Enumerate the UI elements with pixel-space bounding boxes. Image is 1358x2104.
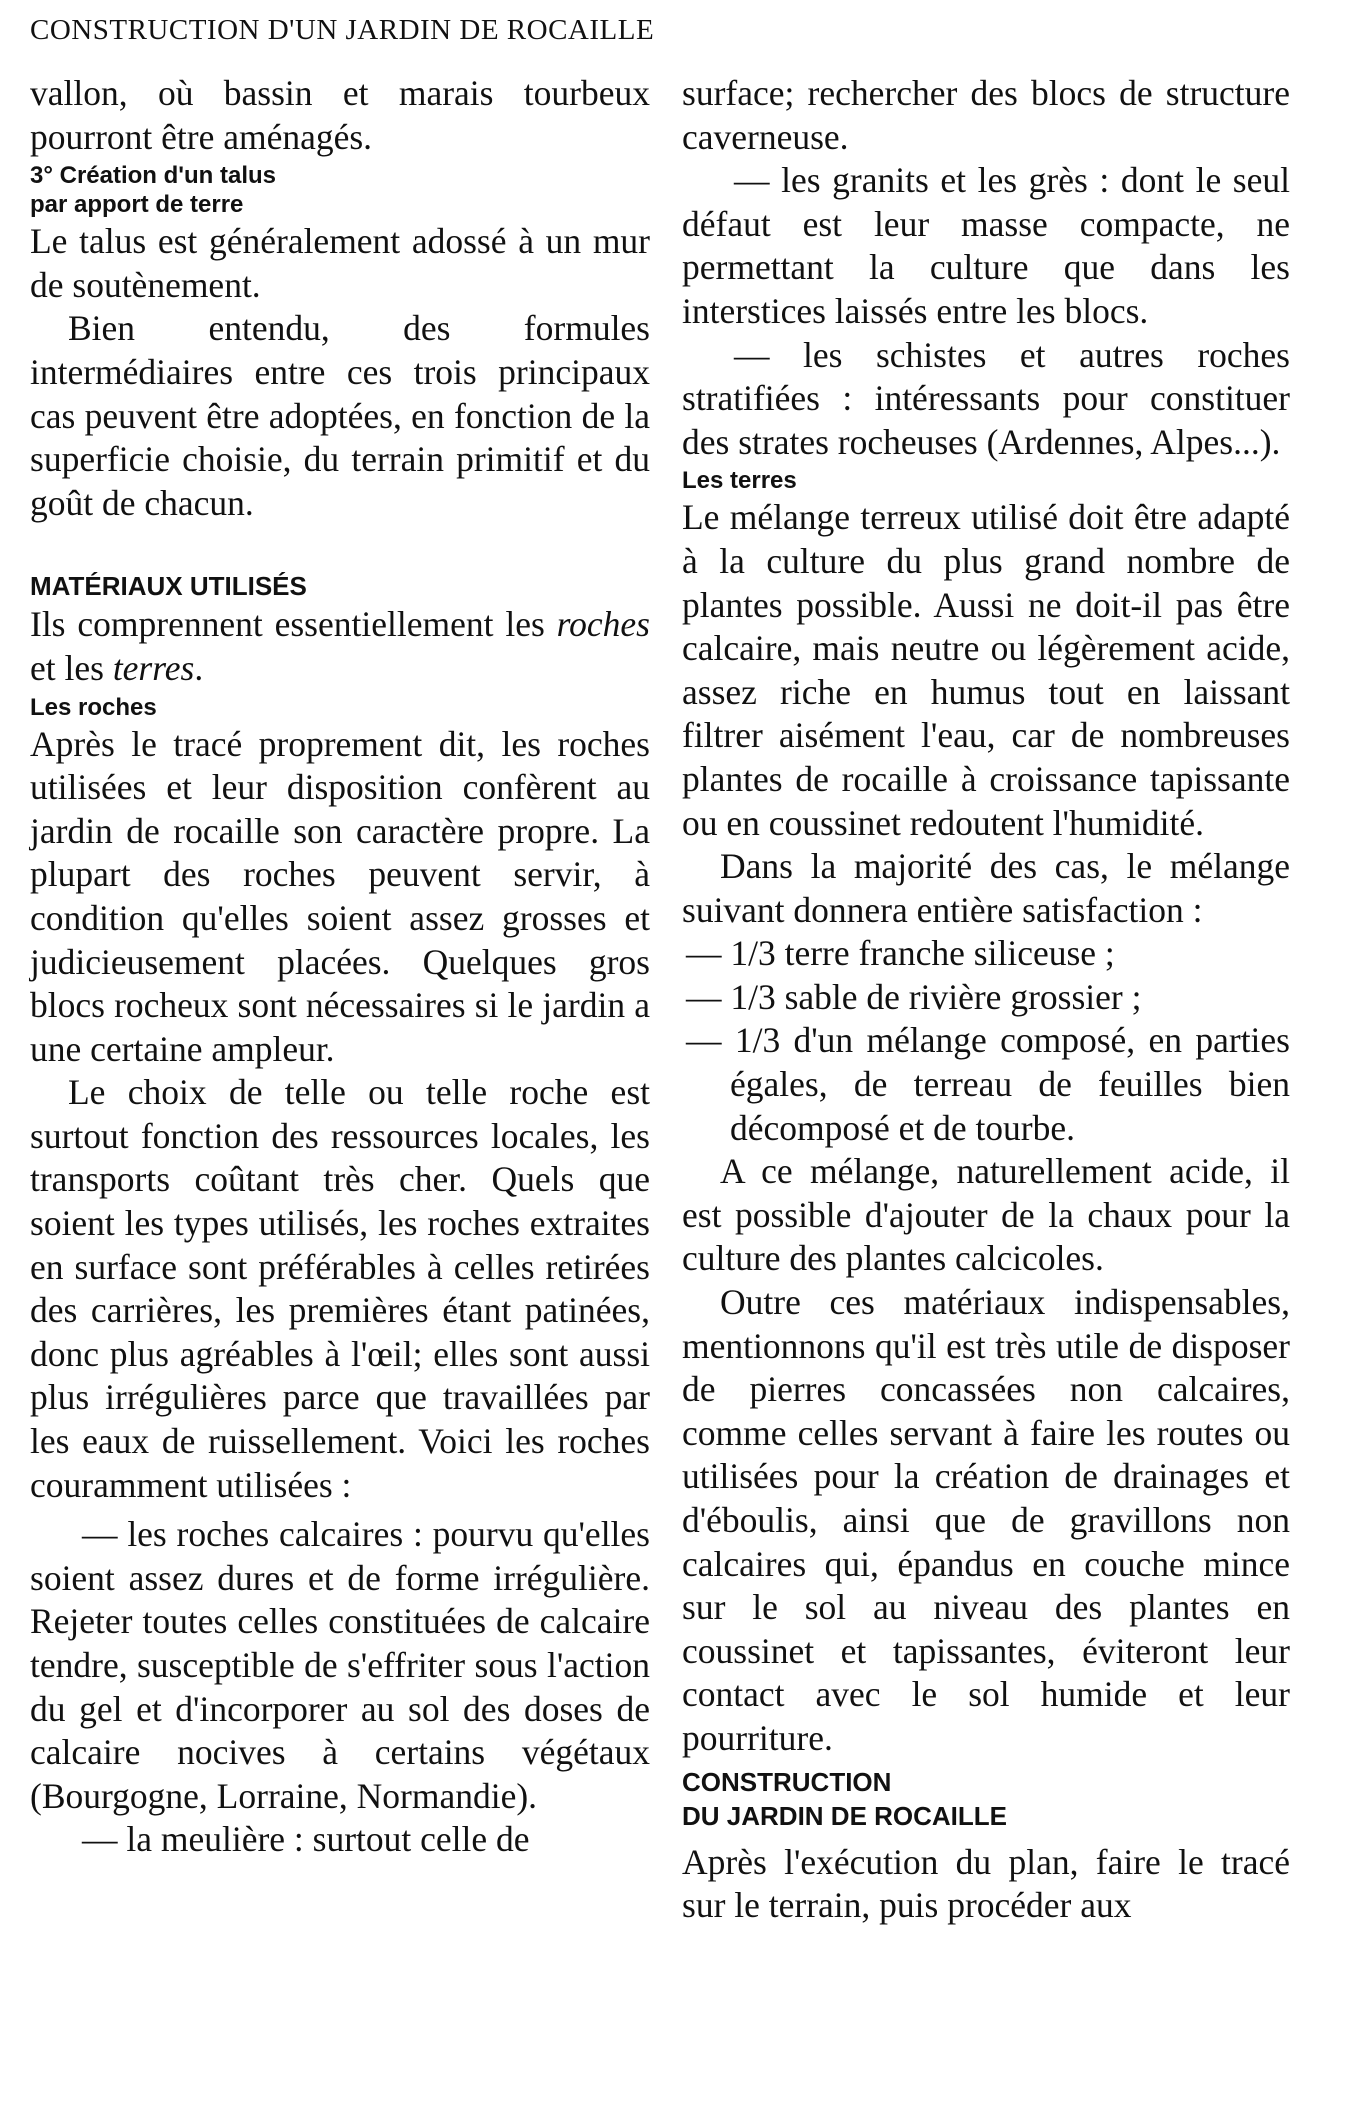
subheading-line: 3° Création d'un talus	[30, 162, 276, 190]
paragraph: A ce mélange, naturellement acide, il est possible d'ajouter de la chaux pour la culture des plantes calcicoles.	[682, 1151, 1290, 1279]
right-column	[682, 72, 1290, 1928]
italic-term: terres	[112, 647, 195, 688]
subheading-talus	[30, 161, 650, 219]
section-heading-materiaux: MATÉRIAUX UTILISÉS	[30, 571, 307, 602]
paragraph: Après l'exécution du plan, faire le tracé sur le terrain, puis procéder aux	[682, 1841, 1290, 1926]
section-heading-construction	[682, 1765, 1290, 1833]
paragraph: Bien entendu, des formules intermédiaires entre ces trois principaux cas peuvent être adoptées, en fonction de la superficie choisie, du terrain primitif et du goût de chacun.	[30, 308, 650, 523]
section-heading-line: DU JARDIN DE ROCAILLE	[682, 1800, 1008, 1831]
text-run: .	[194, 647, 204, 688]
paragraph: Après le tracé proprement dit, les roches utilisées et leur disposition confèrent au jardin de rocaille son caractère propre. La plupart des roches peuvent servir, à condition qu'elles soient assez grosses et judicieusement placées. Quelques gros blocs rocheux sont nécessaires si le jardin a une certaine ampleur.	[30, 723, 650, 1069]
list-item: — 1/3 sable de rivière grossier ;	[686, 976, 1142, 1017]
paragraph: Outre ces matériaux indispensables, mentionnons qu'il est très utile de disposer de pierres concassées non calcaires, comme celles servant à faire les routes ou utilisées pour la création de drainages et d'éboulis, ainsi que de gravillons non calcaires qui, épandus en couche mince sur le sol au niveau des plantes en coussinet et tapissantes, éviteront leur contact avec le sol humide et leur pourriture.	[682, 1282, 1290, 1758]
text-run: et les	[30, 647, 113, 688]
italic-term: roches	[556, 604, 650, 645]
paragraph: vallon, où bassin et marais tourbeux pourront être aménagés.	[30, 73, 650, 157]
paragraph	[30, 603, 650, 690]
running-head: CONSTRUCTION D'UN JARDIN DE ROCAILLE	[30, 14, 655, 46]
paragraph: Le choix de telle ou telle roche est surtout fonction des ressources locales, les transports coûtant très cher. Quels que soient les types utilisés, les roches extraites en surface sont préférables à celles retirées des carrières, les premières étant patinées, donc plus agréables à l'œil; elles sont aussi plus irrégulières parce que travaillées par les eaux de ruissellement. Voici les roches couramment utilisées :	[30, 1072, 650, 1505]
paragraph: Le mélange terreux utilisé doit être adapté à la culture du plus grand nombre de plantes possible. Aussi ne doit-il pas être calcaire, mais neutre ou légèrement acide, assez riche en humus tout en laissant filtrer aisément l'eau, car de nombreuses plantes de rocaille à croissance tapissante ou en coussinet redoutent l'humidité.	[682, 497, 1290, 843]
text-run: Ils comprennent essentiellement les	[30, 604, 557, 645]
paragraph: — les schistes et autres roches stratifiées : intéressants pour constituer des strates rocheuses (Ardennes, Alpes...).	[682, 334, 1290, 462]
list-item: — 1/3 terre franche siliceuse ;	[686, 933, 1115, 974]
left-column	[30, 72, 650, 1862]
subheading-line: par apport de terre	[30, 191, 244, 219]
paragraph: — la meulière : surtout celle de	[82, 1819, 530, 1860]
paragraph: Dans la majorité des cas, le mélange suivant donnera entière satisfaction :	[682, 846, 1290, 930]
list-item: — 1/3 d'un mélange composé, en parties égales, de terreau de feuilles bien décomposé et de tourbe.	[686, 1020, 1290, 1148]
section-heading-line: CONSTRUCTION	[682, 1766, 892, 1797]
paragraph: surface; rechercher des blocs de structure caverneuse.	[682, 73, 1290, 157]
paragraph: Le talus est généralement adossé à un mur de soutènement.	[30, 221, 650, 305]
subheading-roches: Les roches	[30, 693, 157, 721]
paragraph: — les roches calcaires : pourvu qu'elles soient assez dures et de forme irrégulière. Rejeter toutes celles constituées de calcaire tendre, susceptible de s'effriter sous l'action du gel et d'incorporer au sol des doses de calcaire nocives à certains végétaux (Bourgogne, Lorraine, Normandie).	[30, 1514, 650, 1816]
paragraph: — les granits et les grès : dont le seul défaut est leur masse compacte, ne permettant la culture que dans les interstices laissés entre les blocs.	[682, 160, 1290, 331]
subheading-terres: Les terres	[682, 467, 797, 495]
